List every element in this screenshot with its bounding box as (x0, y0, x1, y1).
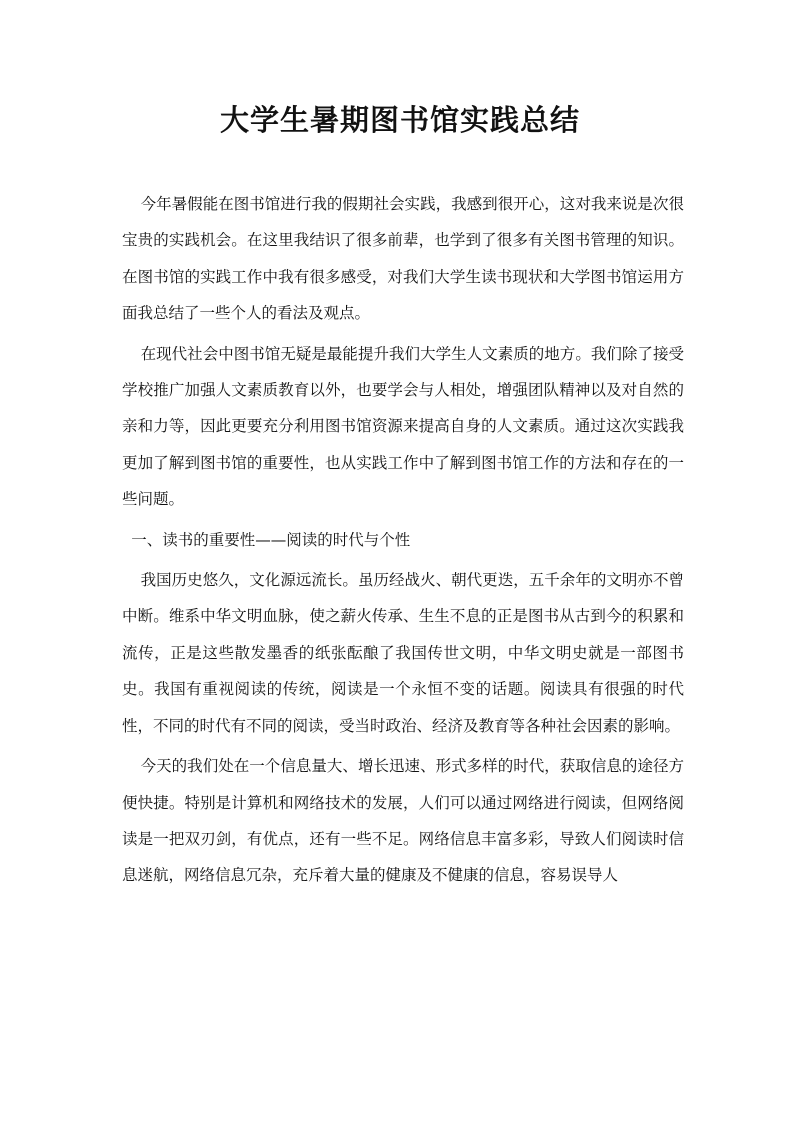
section-heading-1: 一、读书的重要性——阅读的时代与个性 (131, 530, 411, 549)
document-title: 大学生暑期图书馆实践总结 (219, 103, 580, 137)
document-body (122, 186, 684, 898)
paragraph-information-age: 今天的我们处在一个信息量大、增长迅速、形式多样的时代，获取信息的途径方便快捷。特别是计算机和网络技术的发展，人们可以通过网络进行阅读，但网络阅读是一把双刃剑，有优点，还有一些不足。网络信息丰富多彩，导致人们阅读时信息迷航，网络信息冗杂，充斥着大量的健康及不健康的信息，容易误导人 (122, 757, 684, 885)
paragraph-intro: 今年暑假能在图书馆进行我的假期社会实践，我感到很开心，这对我来说是次很宝贵的实践机会。在这里我结识了很多前辈，也学到了很多有关图书管理的知识。在图书馆的实践工作中我有很多感受，对我们大学生读书现状和大学图书馆运用方面我总结了一些个人的看法及观点。 (122, 195, 684, 323)
paragraph-library-role: 在现代社会中图书馆无疑是最能提升我们大学生人文素质的地方。我们除了接受学校推广加强人文素质教育以外，也要学会与人相处，增强团队精神以及对自然的亲和力等，因此更要充分利用图书馆资源来提高自身的人文素质。通过这次实践我更加了解到图书馆的重要性，也从实践工作中了解到图书馆工作的方法和存在的一些问题。 (122, 344, 684, 509)
paragraph-history: 我国历史悠久，文化源远流长。虽历经战火、朝代更迭，五千余年的文明亦不曾中断。维系中华文明血脉，使之薪火传承、生生不息的正是图书从古到今的积累和流传，正是这些散发墨香的纸张酝酿了我国传世文明，中华文明史就是一部图书史。我国有重视阅读的传统，阅读是一个永恒不变的话题。阅读具有很强的时代性，不同的时代有不同的阅读，受当时政治、经济及教育等各种社会因素的影响。 (122, 571, 684, 735)
